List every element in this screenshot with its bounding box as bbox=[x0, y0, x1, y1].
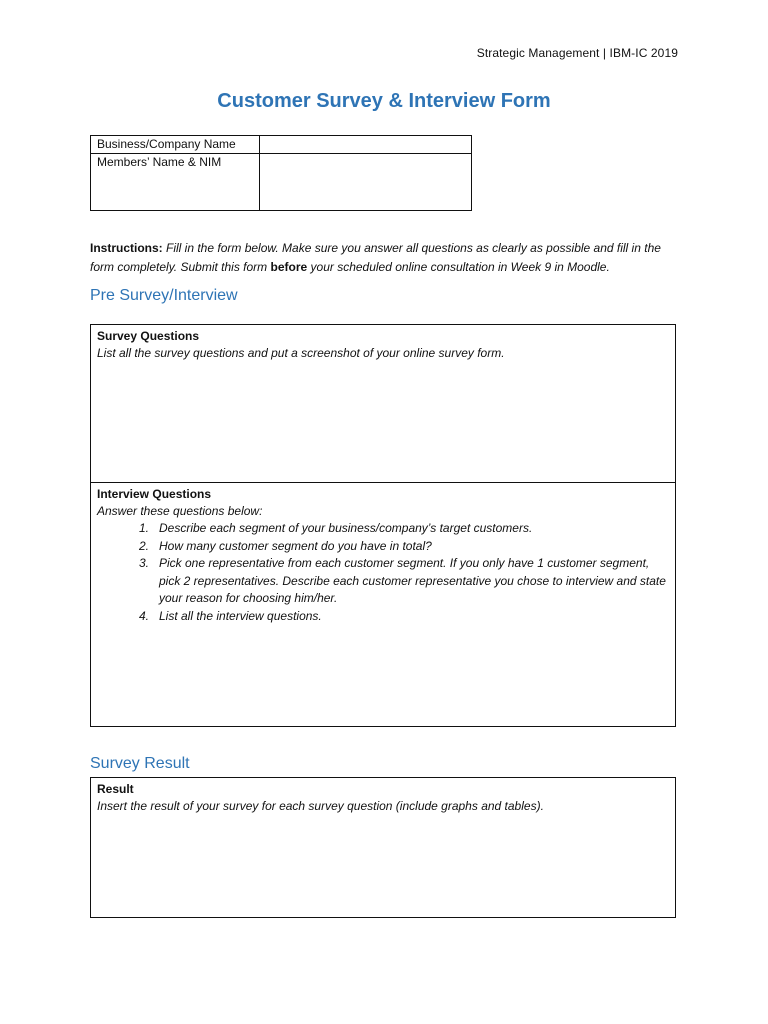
pre-survey-heading: Pre Survey/Interview bbox=[90, 287, 238, 304]
list-item-text: Describe each segment of your business/company’s target customers. bbox=[159, 521, 533, 535]
interview-questions-intro: Answer these questions below: bbox=[97, 504, 263, 518]
list-item-number: 3. bbox=[138, 556, 149, 570]
survey-questions-box[interactable] bbox=[90, 324, 676, 483]
business-name-field[interactable] bbox=[260, 136, 472, 154]
members-name-label: Members’ Name & NIM bbox=[91, 154, 260, 211]
interview-question-list bbox=[97, 520, 669, 625]
list-item-text: List all the interview questions. bbox=[159, 608, 322, 623]
interview-questions-title: Interview Questions bbox=[97, 487, 212, 501]
survey-questions-text: List all the survey questions and put a screenshot of your online survey form. bbox=[97, 346, 505, 360]
instructions-label: Instructions: bbox=[90, 241, 163, 255]
table-row bbox=[91, 136, 472, 154]
list-item-number: 1. bbox=[138, 521, 149, 535]
business-info-table bbox=[90, 135, 472, 211]
table-row bbox=[91, 154, 472, 211]
list-item-number: 2. bbox=[138, 538, 149, 553]
members-name-field[interactable] bbox=[260, 154, 472, 211]
instructions bbox=[90, 239, 680, 277]
result-text: Insert the result of your survey for each survey question (include graphs and tables). bbox=[97, 799, 544, 813]
survey-result-box[interactable] bbox=[90, 777, 676, 918]
instructions-bold-word: before bbox=[270, 260, 308, 274]
instructions-text-1: Fill in the form below. Make sure you answer all questions as clearly as possible and fill in the form completely. Submit this form bbox=[90, 241, 661, 274]
business-name-label: Business/Company Name bbox=[91, 136, 260, 154]
list-item bbox=[97, 520, 669, 538]
list-item-text: How many customer segment do you have in total? bbox=[159, 538, 432, 553]
instructions-text-2: your scheduled online consultation in Week 9 in Moodle. bbox=[307, 260, 610, 274]
result-title: Result bbox=[97, 782, 134, 796]
survey-result-heading: Survey Result bbox=[90, 755, 190, 772]
survey-questions-title: Survey Questions bbox=[97, 329, 200, 343]
list-item bbox=[97, 538, 669, 556]
list-item-number: 4. bbox=[138, 608, 149, 623]
list-item bbox=[97, 555, 669, 608]
list-item bbox=[97, 608, 669, 626]
interview-questions-box[interactable] bbox=[90, 482, 676, 727]
document-title: Customer Survey & Interview Form bbox=[217, 90, 551, 112]
running-header: Strategic Management | IBM-IC 2019 bbox=[476, 46, 678, 60]
list-item-text: Pick one representative from each customer segment. If you only have 1 customer segment, pick 2 representatives. Describe each customer representative you chose to interview and state your reason for choosing him/her. bbox=[159, 556, 666, 605]
